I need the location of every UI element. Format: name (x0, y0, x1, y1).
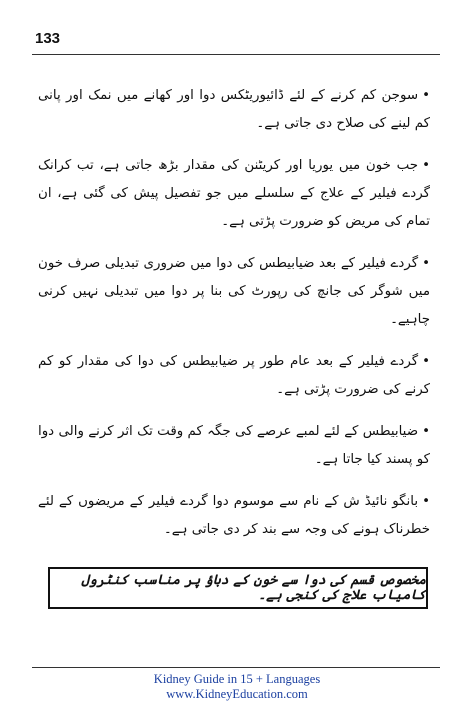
header-divider (32, 54, 440, 55)
bullet-marker: • (422, 494, 430, 509)
bullet-text: بانگو نائیڈ ش کے نام سے موسوم دوا گردے فیلیر کے مریضوں کے لئے خطرناک ہونے کی وجہ سے بند کر دی جاتی ہے۔ (38, 494, 430, 537)
footer-website-link[interactable]: www.KidneyEducation.com (166, 687, 308, 701)
bullet-marker: • (422, 424, 430, 439)
bullet-text: سوجن کم کرنے کے لئے ڈائیوریٹکس دوا اور کھانے میں نمک اور پانی کم لینے کی صلاح دی جاتی ہے۔ (38, 88, 430, 131)
page-body (38, 82, 430, 558)
bullet-marker: • (422, 158, 430, 173)
bullet-item (38, 82, 430, 138)
bullet-item (38, 152, 430, 236)
key-message-text: مخصوص قسم کی دوا سے خون کے دباؤ پر مناسب کنٹرول کامیاب علاج کی کنجی ہے۔ (81, 573, 426, 603)
bullet-text: ضیابیطس کے لئے لمبے عرصے کی جگہ کم وقت تک اثر کرنے والی دوا کو پسند کیا جاتا ہے۔ (38, 424, 430, 467)
bullet-marker: • (422, 354, 430, 369)
footer (0, 672, 474, 702)
bullet-item (38, 348, 430, 404)
bullet-item (38, 418, 430, 474)
bullet-marker: • (422, 88, 430, 103)
footer-title: Kidney Guide in 15 + Languages (153, 672, 321, 686)
key-message-box (48, 567, 428, 609)
bullet-item (38, 488, 430, 544)
bullet-marker: • (422, 256, 430, 271)
page-number: 133 (35, 30, 61, 47)
footer-divider (32, 667, 440, 668)
bullet-item (38, 250, 430, 334)
bullet-text: جب خون میں یوریا اور کریٹنن کی مقدار بڑھ جاتی ہے، تب کرانک گردے فیلیر کے علاج کے سلسلے میں جو تفصیل پیش کی گئی ہے، ان تمام کی مریض کو ضرورت پڑتی ہے۔ (38, 158, 430, 229)
bullet-text: گردے فیلیر کے بعد ضیابیطس کی دوا میں ضروری تبدیلی صرف خون میں شوگر کی جانچ کی رپورٹ کی بنا پر دوا میں تبدیلی نہیں کرنی چاہیے۔ (38, 256, 430, 327)
bullet-text: گردے فیلیر کے بعد عام طور پر ضیابیطس کی دوا کی مقدار کو کم کرنے کی ضرورت پڑتی ہے۔ (38, 354, 430, 397)
